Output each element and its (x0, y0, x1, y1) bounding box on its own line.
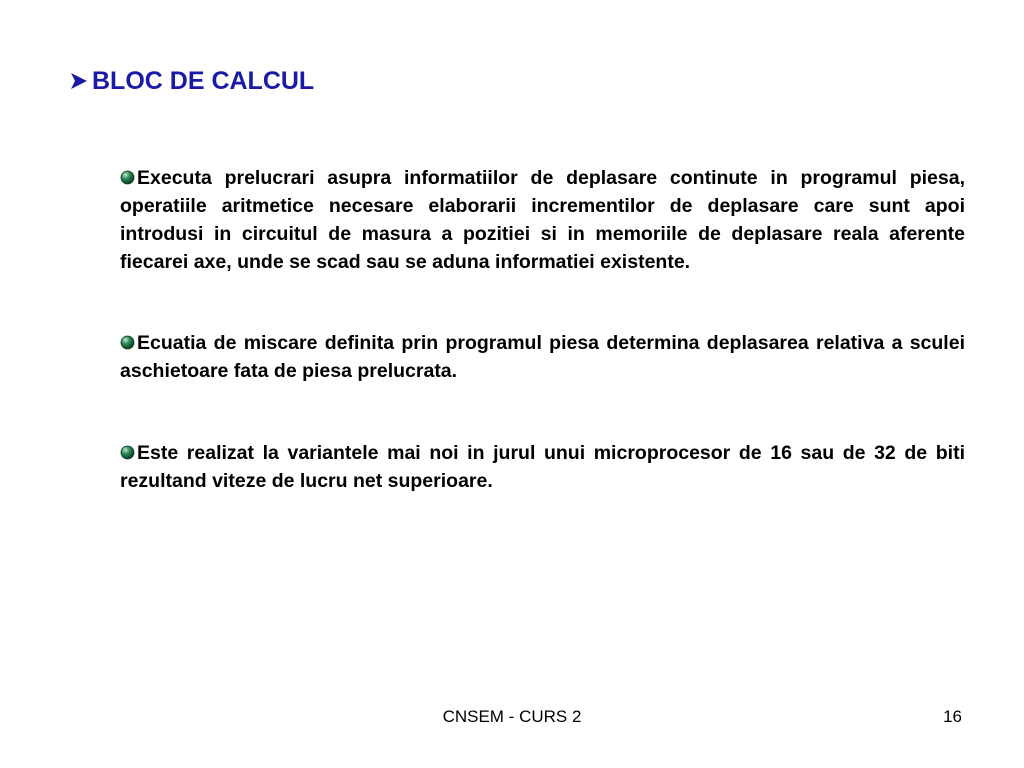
slide-title-row (68, 64, 314, 98)
footer-page-number: 16 (943, 707, 962, 726)
bullet-text: Este realizat la variantele mai noi in jurul unui microprocesor de 16 sau de 32 de biti rezultand viteze de lucru net superioare. (120, 442, 965, 492)
slide-title: BLOC DE CALCUL (92, 67, 315, 95)
slide-body (120, 164, 965, 495)
bullet-text: Ecuatia de miscare definita prin programul piesa determina deplasarea relativa a sculei aschietoare fata de piesa prelucrata. (120, 332, 965, 382)
bullet-paragraph (120, 164, 965, 276)
green-sphere-bullet-icon (120, 330, 135, 345)
green-sphere-bullet-icon (120, 440, 135, 455)
green-sphere-bullet-icon (120, 165, 135, 180)
bullet-paragraph (120, 329, 965, 385)
bullet-paragraph (120, 439, 965, 495)
bullet-text: Executa prelucrari asupra informatiilor de deplasare continute in programul piesa, operatiile aritmetice necesare elaborarii incrementilor de deplasare care sunt apoi introdusi in circuitul de masura a pozitiei si in memoriile de deplasare reala aferente fiecarei axe, unde se scad sau se aduna informatiei existente. (120, 167, 965, 273)
arrowhead-bullet-icon (68, 70, 90, 92)
footer-course-label: CNSEM - CURS 2 (442, 707, 582, 726)
